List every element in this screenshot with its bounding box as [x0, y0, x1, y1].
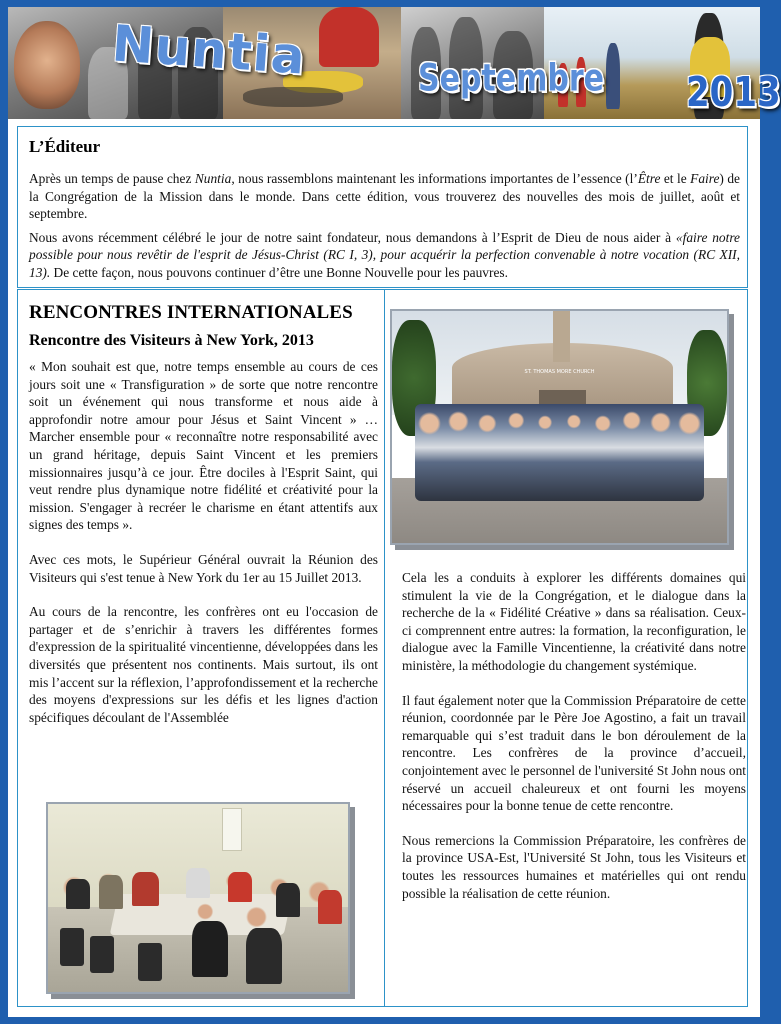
editor-paragraph-1: Après un temps de pause chez Nuntia, nous rassemblons maintenant les informations importantes de l’essence (l’Être et le Faire) de la Congrégation de la Mission dans le monde. Dans cette édition, vous trouverez des nouvelles des mois de juillet, août et septembre.: [29, 171, 740, 222]
editor-body: [29, 170, 740, 282]
article-paragraph: Au cours de la rencontre, les confrères ont eu l'occasion de partager et de s’enrichir à travers les différentes formes d'expression de la spiritualité vincentienne, développées dans les diversités que présentent nos continents. Mais surtout, ils ont mis l’accent sur la réflexion, l’approfondissement et la recherche des moyens d'expressions sur les défis et les lignes d'action spécifiques découlant de l'Assemblée: [29, 604, 378, 725]
group-photo-visitors: [390, 309, 729, 545]
article-paragraph: « Mon souhait est que, notre temps ensemble au cours de ces jours soit une « Transfiguration » de sorte que notre rencontre soit un événement qui nous transforme et nous aide à approfondir notre amour pour Jésus et Saint Vincent » … Marcher ensemble pour « reconnaître notre responsabilité avec un grand héritage, depuis Saint Vincent et les premiers missionnaires jusqu’à ce jour. Être dociles à l'Esprit Saint, qui veut rendre plus dynamique notre fidélité et créativité pour la mission. S'engager à recréer le charisme en étant attentifs aux signes des temps ».: [29, 359, 378, 533]
church-sign: ST. THOMAS MORE CHURCH: [524, 369, 595, 375]
article-right-body: [402, 569, 746, 902]
editor-title: L’Éditeur: [29, 137, 101, 156]
banner-month: Septembre: [418, 56, 604, 101]
editor-box: [17, 126, 748, 288]
section-title: RENCONTRES INTERNATIONALES: [29, 302, 353, 323]
article-paragraph: Avec ces mots, le Supérieur Général ouvrait la Réunion des Visiteurs qui s'est tenue à New York du 1er au 15 Juillet 2013.: [29, 551, 378, 585]
article-subtitle: Rencontre des Visiteurs à New York, 2013: [29, 332, 314, 349]
editor-paragraph-2: Nous avons récemment célébré le jour de notre saint fondateur, nous demandons à l’Esprit de Dieu de nous aider à «faire notre possible pour nous revêtir de l'esprit de Jésus-Christ (RC I, 3), pour acquérir la perfection convenable à notre vocation (RC XII, 13). De cette façon, nous pouvons continuer d’être une Bonne Nouvelle pour les pauvres.: [29, 229, 741, 280]
article-left-body: [29, 358, 378, 726]
article-paragraph: Cela les a conduits à explorer les différents domaines qui stimulent la vie de la Congrégation, et le dialogue dans la recherche de la « Fidélité Créative » dans sa réalisation. Ceux-ci comprennent entre autres: la formation, la reconfiguration, le dialogue avec la Famille Vincentienne, la créativité dans notre ministère, la méthodologie du changement systémique.: [402, 570, 746, 673]
saint-portrait-image: [14, 21, 80, 109]
article-paragraph: Il faut également noter que la Commission Préparatoire de cette réunion, coordonnée par le Père Joe Agostino, a fait un travail remarquable qui s’est traduit dans le bon déroulement de la rencontre. Les confrères de la province d’accueil, conjointement avec le personnel de l'université St John nous ont réservé un accueil chaleureux et ont fourni les moyens nécessaires pour la bonne tenue de cette rencontre.: [402, 692, 746, 814]
banner-title: Nuntia: [110, 14, 308, 86]
header-banner: [8, 7, 781, 119]
banner-year: 2013: [686, 69, 781, 117]
group-of-visitors-image: [415, 404, 703, 501]
article-paragraph: Nous remercions la Commission Préparatoire, les confrères de la province USA-Est, l'Université St John, tous les Visiteurs et toutes les ressources humaines et matérielles qui ont rendu possible la réalisation de cette réunion.: [402, 832, 746, 901]
meeting-room-photo: [46, 802, 350, 994]
